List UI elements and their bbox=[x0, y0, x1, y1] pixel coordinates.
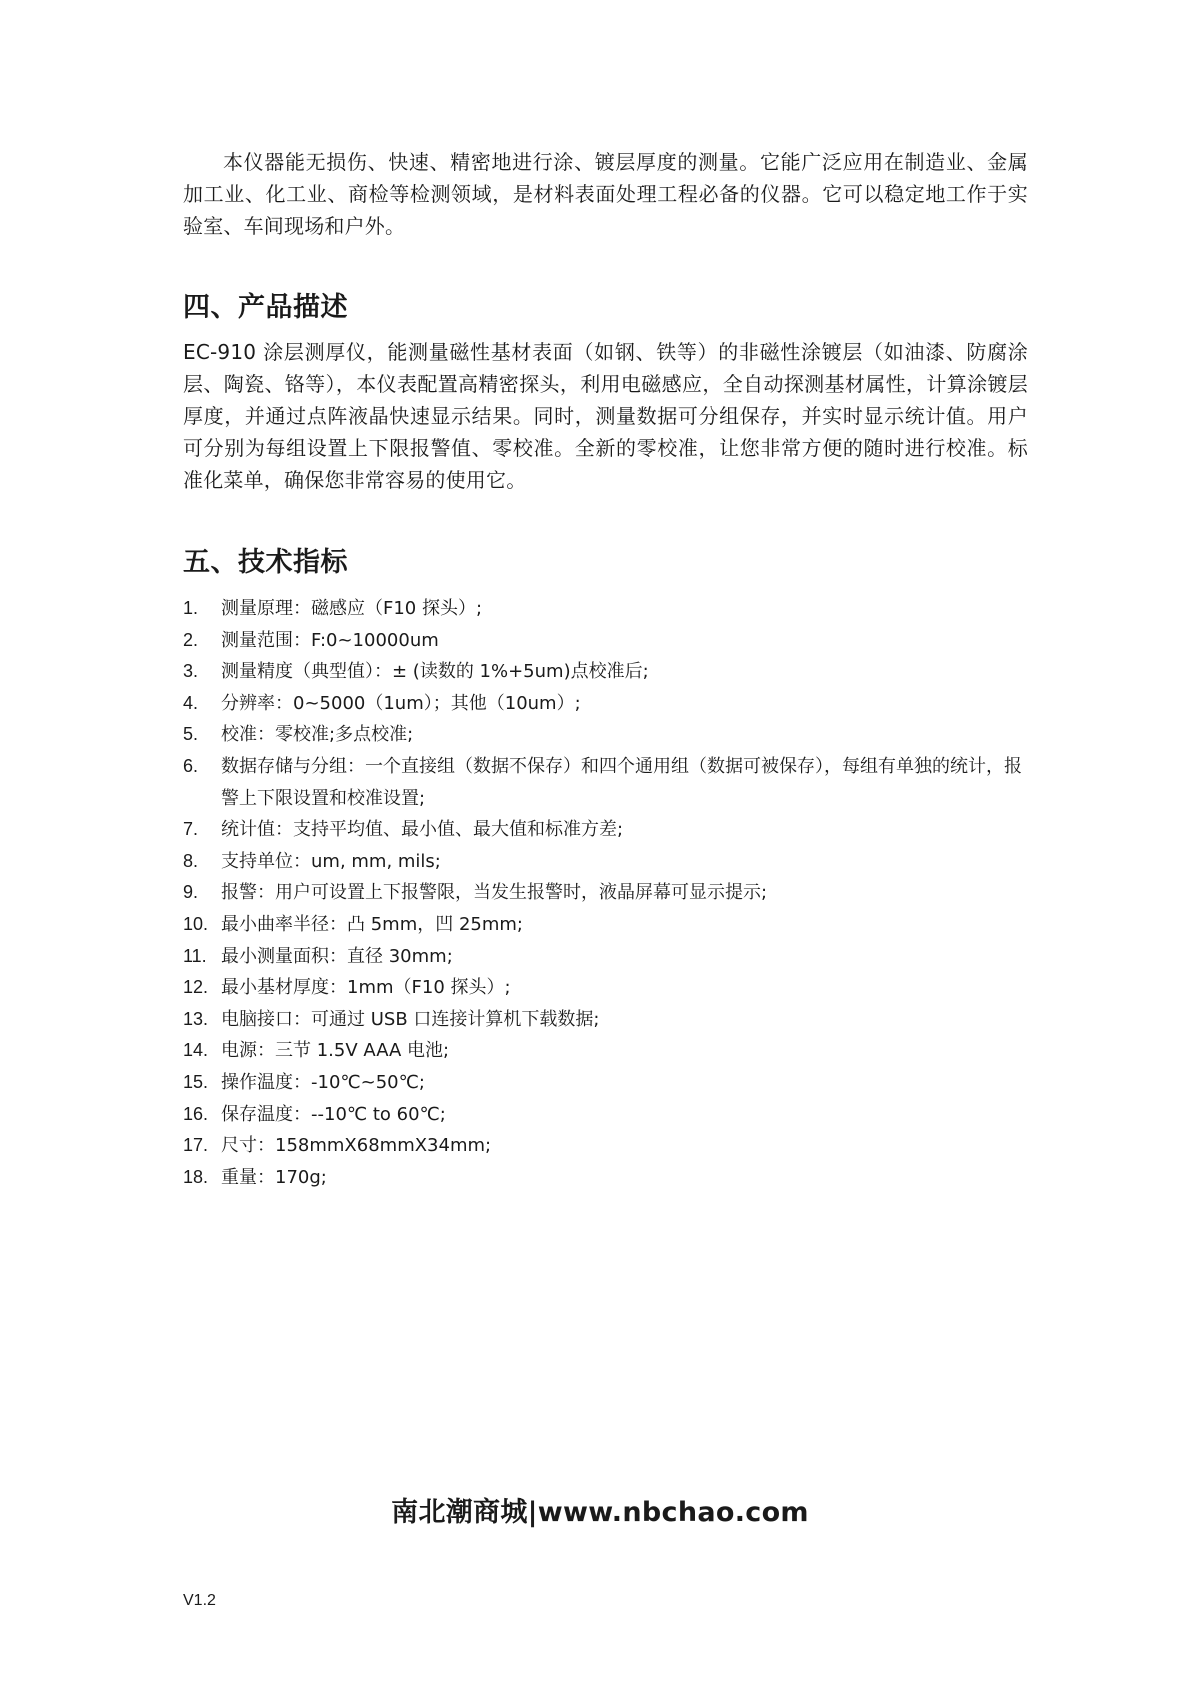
product-description-paragraph: EC-910 涂层测厚仪，能测量磁性基材表面（如钢、铁等）的非磁性涂镀层（如油漆、防腐涂层、陶瓷、铬等），本仪表配置高精密探头，利用电磁感应，全自动探测基材属性，计算涂镀层厚度，并通过点阵液晶快速显示结果。同时，测量数据可分组保存，并实时显示统计值。用户可分别为每组设置上下限报警值、零校准。全新的零校准，让您非常方便的随时进行校准。标准化菜单，确保您非常容易的使用它。 bbox=[183, 340, 1028, 492]
spec-item bbox=[183, 1067, 1028, 1099]
spec-item bbox=[183, 625, 1028, 657]
spec-number: 6. bbox=[183, 755, 199, 776]
spec-item bbox=[183, 593, 1028, 625]
spec-text: 数据存储与分组：一个直接组（数据不保存）和四个通用组（数据可被保存），每组有单独的统计，报警上下限设置和校准设置; bbox=[221, 755, 1022, 809]
spec-text: 统计值：支持平均值、最小值、最大值和标准方差; bbox=[221, 819, 624, 841]
spec-number: 15. bbox=[183, 1071, 209, 1092]
spec-item bbox=[183, 1099, 1028, 1131]
spec-list bbox=[183, 593, 1028, 1193]
spec-text: 电源：三节 1.5V AAA 电池; bbox=[221, 1040, 450, 1062]
spec-item bbox=[183, 814, 1028, 846]
spec-item bbox=[183, 972, 1028, 1004]
spec-text: 最小曲率半径：凸 5mm，凹 25mm; bbox=[221, 913, 523, 935]
spec-item bbox=[183, 1130, 1028, 1162]
spec-item bbox=[183, 941, 1028, 973]
spec-text: 电脑接口：可通过 USB 口连接计算机下载数据; bbox=[221, 1008, 600, 1030]
spec-text: 最小基材厚度：1mm（F10 探头）; bbox=[221, 977, 511, 999]
spec-text: 保存温度：--10℃ to 60℃; bbox=[221, 1103, 446, 1125]
spec-item bbox=[183, 1162, 1028, 1194]
spec-text: 支持单位：um, mm, mils; bbox=[221, 850, 441, 872]
spec-number: 1. bbox=[183, 598, 199, 618]
spec-text: 操作温度：-10℃~50℃; bbox=[221, 1071, 425, 1093]
spec-text: 重量：170g; bbox=[221, 1166, 327, 1188]
spec-number: 8. bbox=[183, 850, 199, 871]
spec-item bbox=[183, 751, 1028, 814]
spec-item bbox=[183, 688, 1028, 720]
section-5-heading: 五、技术指标 bbox=[183, 547, 348, 578]
spec-item bbox=[183, 846, 1028, 878]
spec-item bbox=[183, 1004, 1028, 1036]
spec-text: 分辨率：0~5000（1um）；其他（10um）; bbox=[221, 692, 581, 714]
spec-number: 16. bbox=[183, 1103, 209, 1124]
section-4-heading: 四、产品描述 bbox=[183, 292, 348, 323]
spec-number: 4. bbox=[183, 692, 199, 713]
spec-item bbox=[183, 877, 1028, 909]
spec-text: 校准：零校准;多点校准; bbox=[221, 724, 414, 746]
spec-text: 报警：用户可设置上下报警限，当发生报警时，液晶屏幕可显示提示; bbox=[221, 882, 768, 904]
spec-number: 17. bbox=[183, 1135, 209, 1156]
spec-text: 测量原理：磁感应（F10 探头）; bbox=[221, 598, 483, 619]
spec-text: 测量精度（典型值）：± (读数的 1%+5um)点校准后; bbox=[221, 661, 649, 683]
footer-brand-link[interactable]: 南北潮商城|www.nbchao.com bbox=[391, 1497, 809, 1528]
spec-number: 13. bbox=[183, 1008, 209, 1029]
spec-item bbox=[183, 656, 1028, 688]
spec-number: 9. bbox=[183, 882, 199, 903]
intro-paragraph: 本仪器能无损伤、快速、精密地进行涂、镀层厚度的测量。它能广泛应用在制造业、金属加工业、化工业、商检等检测领域，是材料表面处理工程必备的仪器。它可以稳定地工作于实验室、车间现场和户外。 bbox=[183, 150, 1028, 238]
spec-item bbox=[183, 909, 1028, 941]
spec-text: 测量范围：F:0~10000um bbox=[221, 629, 439, 651]
document-body bbox=[183, 146, 1028, 1193]
spec-number: 18. bbox=[183, 1166, 209, 1187]
spec-text: 尺寸：158mmX68mmX34mm; bbox=[221, 1135, 492, 1157]
spec-number: 5. bbox=[183, 724, 199, 745]
spec-number: 14. bbox=[183, 1040, 209, 1061]
spec-text: 最小测量面积：直径 30mm; bbox=[221, 945, 453, 967]
spec-number: 11. bbox=[183, 945, 207, 966]
spec-item bbox=[183, 719, 1028, 751]
spec-number: 10. bbox=[183, 913, 209, 934]
version-label: V1.2 bbox=[183, 1592, 216, 1609]
spec-number: 7. bbox=[183, 819, 199, 840]
spec-number: 3. bbox=[183, 661, 199, 682]
spec-item bbox=[183, 1035, 1028, 1067]
spec-number: 12. bbox=[183, 977, 209, 998]
spec-number: 2. bbox=[183, 629, 199, 650]
